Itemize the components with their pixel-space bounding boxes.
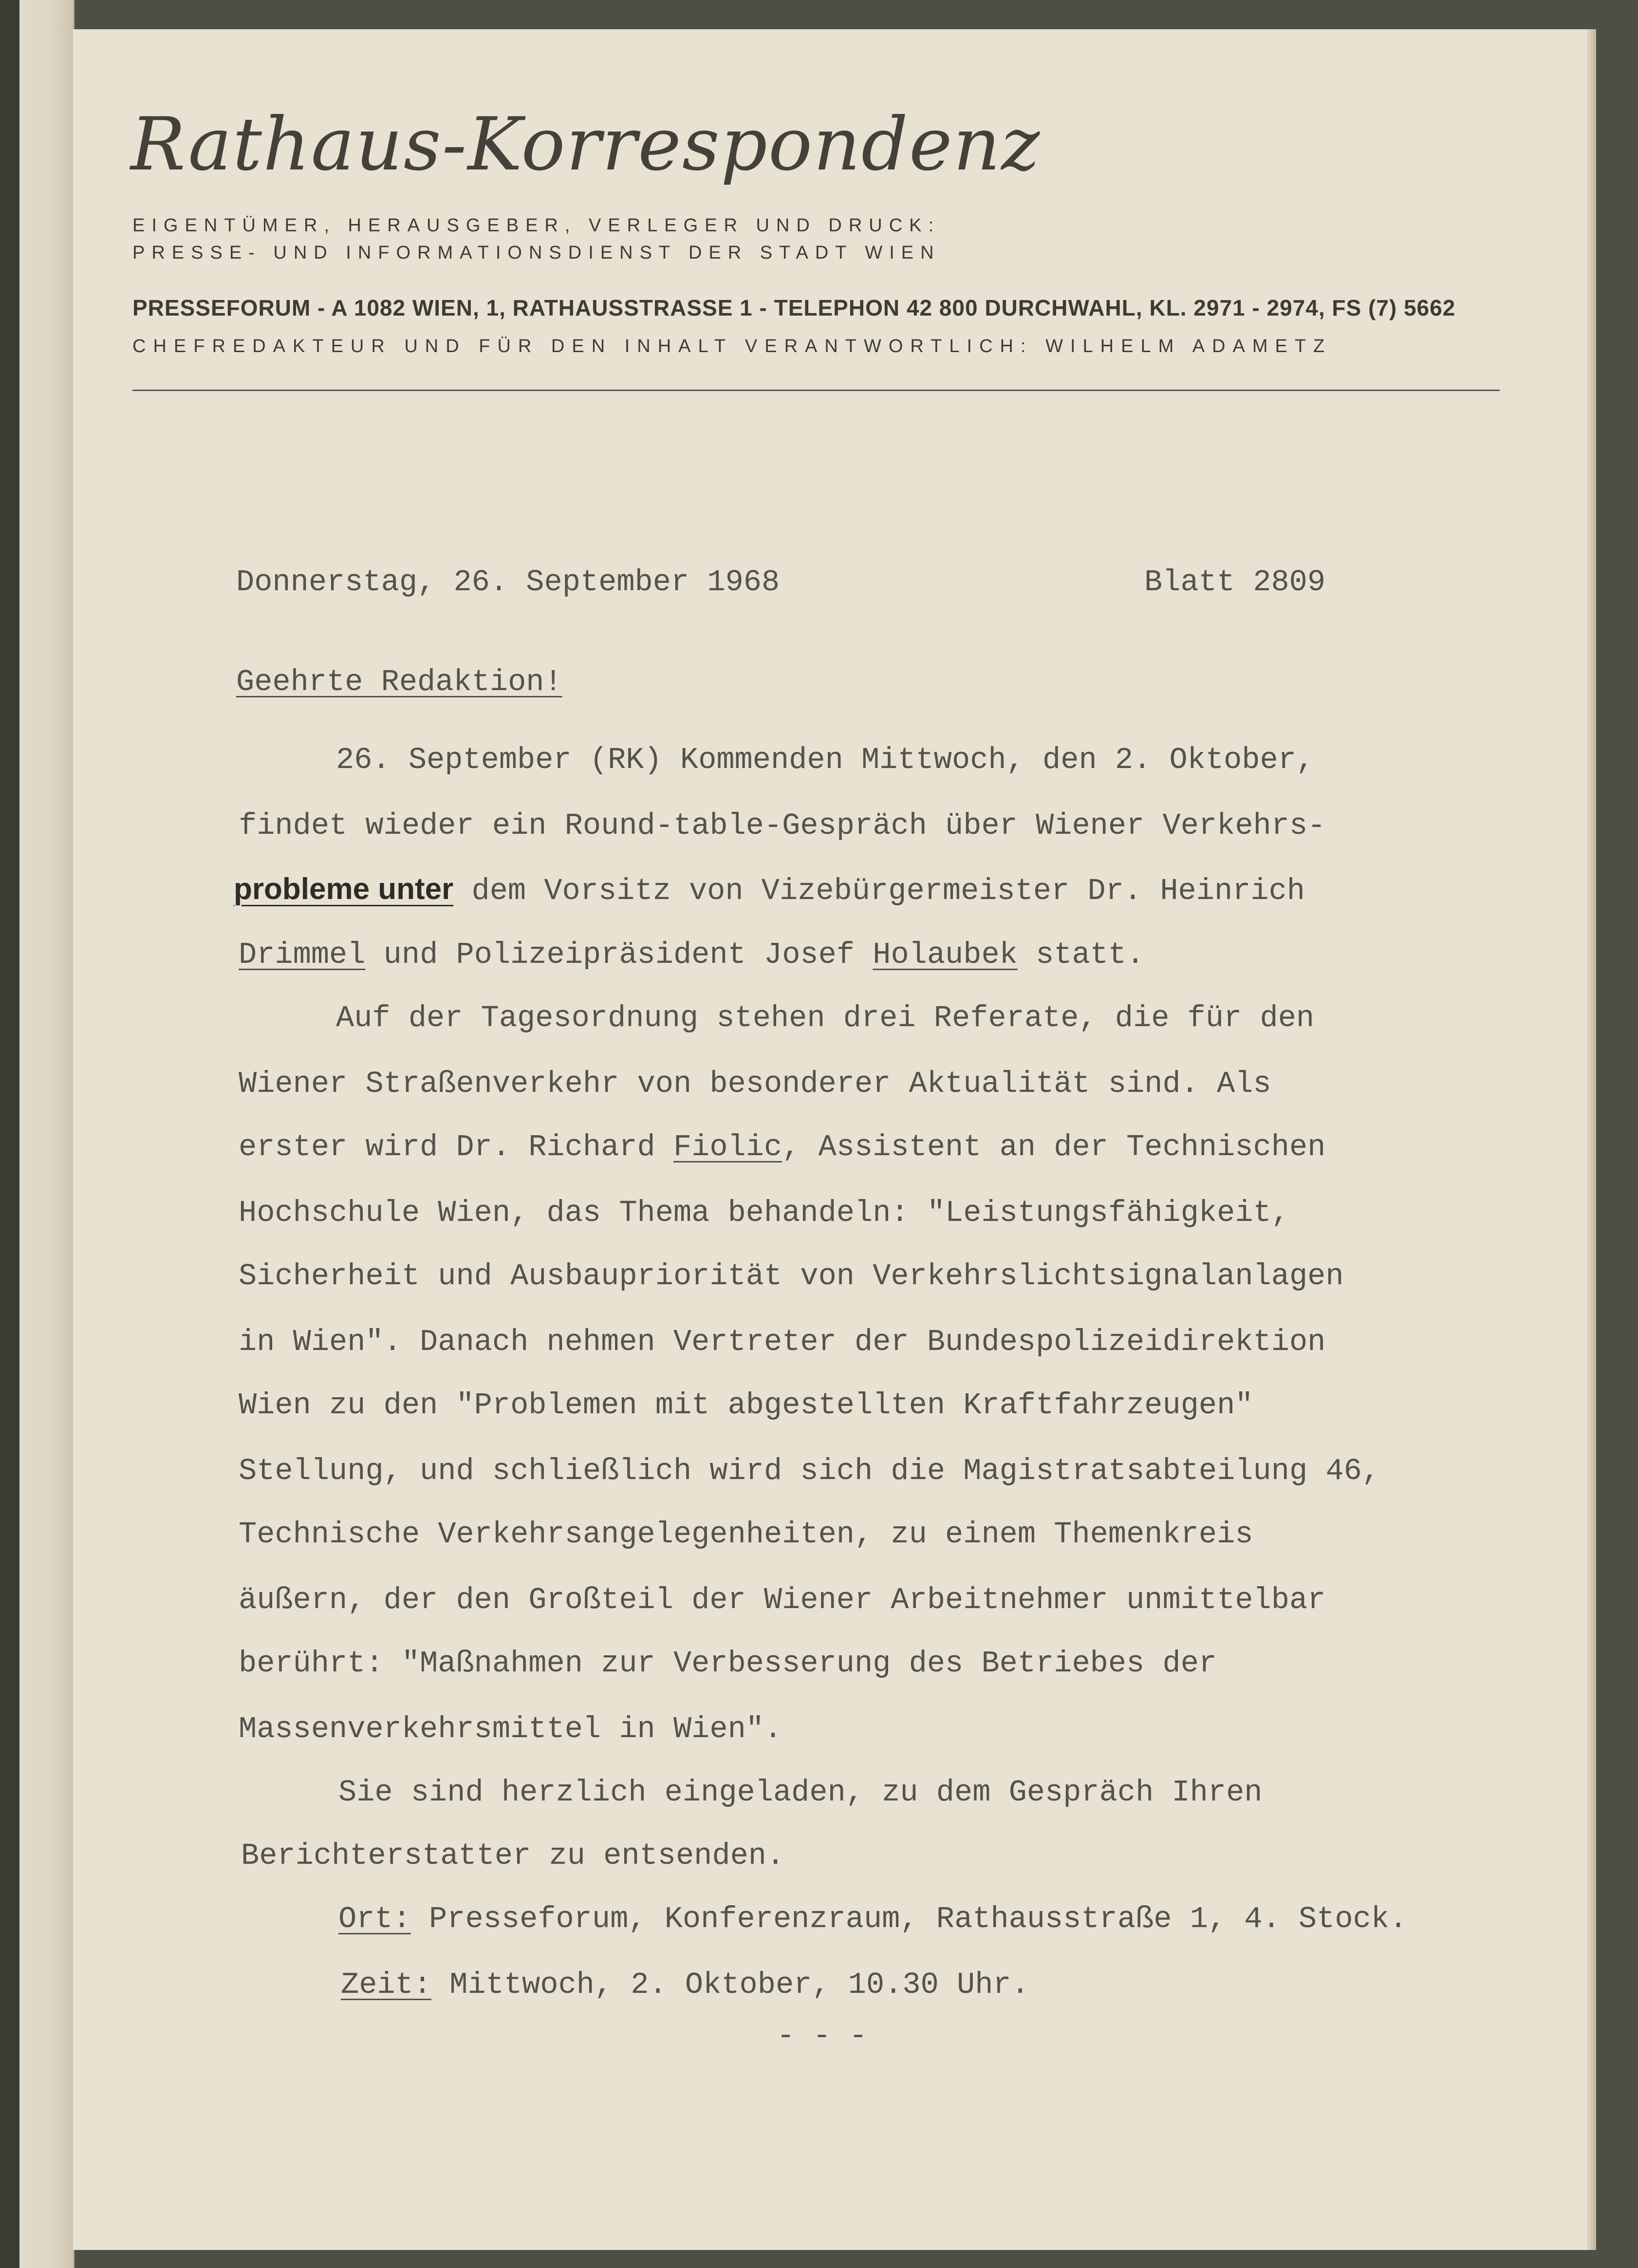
body-line-7-start: erster wird Dr. Richard xyxy=(239,1130,673,1164)
body-line-14: äußern, der den Großteil der Wiener Arbeitnehmer unmittelbar xyxy=(239,1583,1326,1617)
body-line-8: Hochschule Wien, das Thema behandeln: "Leistungsfähigkeit, xyxy=(239,1196,1289,1230)
body-line-3-rest: dem Vorsitz von Vizebürgermeister Dr. Heinrich xyxy=(453,874,1305,908)
body-line-17: Sie sind herzlich eingeladen, zu dem Gespräch Ihren xyxy=(338,1775,1263,1810)
meeting-place-label: Ort: xyxy=(338,1902,411,1936)
name-drimmel: Drimmel xyxy=(239,937,366,972)
body-line-7-end: , Assistent an der Technischen xyxy=(782,1130,1326,1164)
body-line-11: Wien zu den "Problemen mit abgestellten Kraftfahrzeugen" xyxy=(239,1388,1253,1423)
name-holaubek: Holaubek xyxy=(873,937,1018,972)
letterhead-divider xyxy=(132,390,1500,391)
letterhead-editor-line: CHEFREDAKTEUR UND FÜR DEN INHALT VERANTWORTLICH: WILHELM ADAMETZ xyxy=(132,336,1332,356)
body-line-13: Technische Verkehrsangelegenheiten, zu einem Themenkreis xyxy=(239,1517,1253,1552)
body-line-1: 26. September (RK) Kommenden Mittwoch, den 2. Oktober, xyxy=(336,743,1315,777)
body-line-9: Sicherheit und Ausbaupriorität von Verkehrslichtsignalanlagen xyxy=(239,1259,1344,1293)
body-line-3 xyxy=(234,872,1305,908)
letterhead-address-line: PRESSEFORUM - A 1082 WIEN, 1, RATHAUSSTRASSE 1 - TELEPHON 42 800 DURCHWAHL, KL. 2971 - 2974, FS (7) 5662 xyxy=(132,295,1456,320)
book-binding xyxy=(0,0,19,2268)
body-line-7 xyxy=(239,1130,1325,1164)
previous-page-edge xyxy=(19,0,74,2268)
body-line-10: in Wien". Danach nehmen Vertreter der Bundespolizeidirektion xyxy=(239,1325,1326,1359)
body-line-5: Auf der Tagesordnung stehen drei Referate, die für den xyxy=(336,1001,1315,1035)
body-line-12: Stellung, und schließlich wird sich die Magistratsabteilung 46, xyxy=(239,1454,1380,1488)
letterhead-publisher-line: PRESSE- UND INFORMATIONSDIENST DER STADT WIEN xyxy=(132,243,941,263)
meeting-time-value: Mittwoch, 2. Oktober, 10.30 Uhr. xyxy=(431,1968,1029,2002)
body-line-4 xyxy=(239,937,1144,972)
dateline-sheet-number: Blatt 2809 xyxy=(1144,565,1326,600)
meeting-time-label: Zeit: xyxy=(341,1968,432,2002)
letterhead-owner-line: EIGENTÜMER, HERAUSGEBER, VERLEGER UND DRUCK: xyxy=(132,215,941,236)
meeting-time xyxy=(341,1968,1029,2002)
dateline-date: Donnerstag, 26. September 1968 xyxy=(236,565,780,600)
end-mark: - - - xyxy=(777,2019,868,2053)
meeting-place xyxy=(338,1902,1407,1936)
body-line-4-end: statt. xyxy=(1017,937,1145,972)
letterhead-title: Rathaus-Korrespondenz xyxy=(130,102,1041,187)
meeting-place-value: Presseforum, Konferenzraum, Rathausstraße 1, 4. Stock. xyxy=(410,1902,1408,1936)
body-line-15: berührt: "Maßnahmen zur Verbesserung des Betriebes der xyxy=(239,1646,1217,1681)
body-line-3-correction: probleme unter xyxy=(234,872,454,906)
body-line-16: Massenverkehrsmittel in Wien". xyxy=(239,1712,782,1746)
body-line-2: findet wieder ein Round-table-Gespräch über Wiener Verkehrs- xyxy=(239,808,1326,843)
greeting: Geehrte Redaktion! xyxy=(236,665,562,699)
body-line-18: Berichterstatter zu entsenden. xyxy=(241,1838,785,1873)
name-fiolic: Fiolic xyxy=(673,1130,782,1164)
body-line-4-mid: und Polizeipräsident Josef xyxy=(365,937,873,972)
body-line-6: Wiener Straßenverkehr von besonderer Aktualität sind. Als xyxy=(239,1067,1271,1101)
